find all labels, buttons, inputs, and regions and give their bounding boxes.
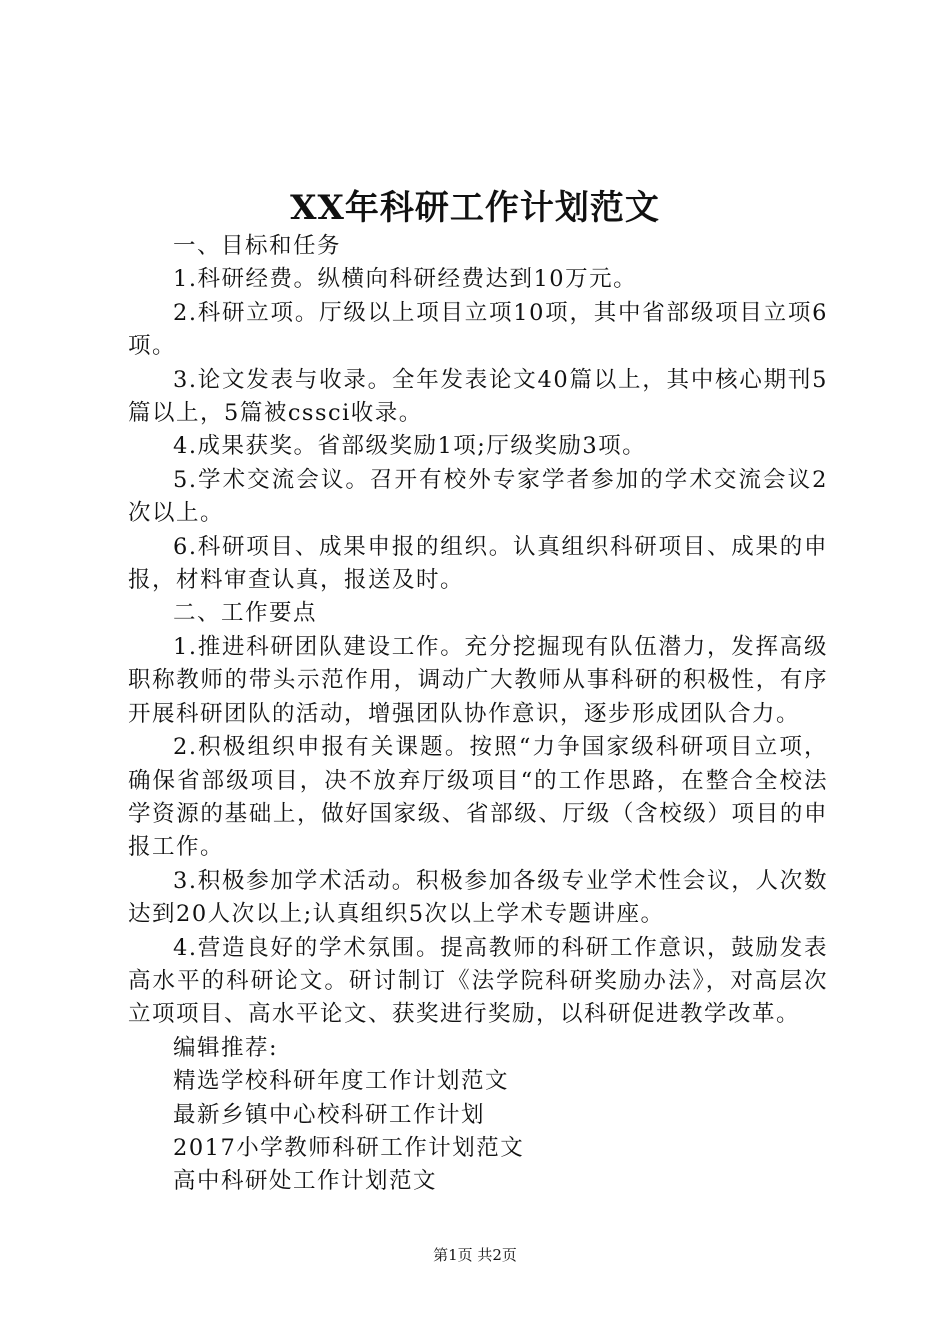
key-point-paragraph-1: 1.推进科研团队建设工作。充分挖掘现有队伍潜力，发挥高级职称教师的带头示范作用，调动广大教师从事科研的积极性，有序开展科研团队的活动，增强团队协作意识，逐步形成团队合力。: [128, 633, 828, 727]
goal-paragraph-4: 4.成果获奖。省部级奖励1项;厅级奖励3项。: [173, 433, 647, 460]
recommendation-link[interactable]: 高中科研处工作计划范文: [173, 1168, 438, 1195]
goal-paragraph-2: 2.科研立项。厅级以上项目立项10项，其中省部级项目立项6项。: [128, 299, 828, 360]
goal-paragraph-5: 5.学术交流会议。召开有校外专家学者参加的学术交流会议2次以上。: [128, 466, 828, 527]
section-heading-key-points: 二、工作要点: [173, 600, 318, 627]
key-point-paragraph-3: 3.积极参加学术活动。积极参加各级专业学术性会议，人次数达到20人次以上;认真组织5次以上学术专题讲座。: [128, 867, 828, 928]
document-body: [128, 230, 828, 1199]
document-title: XX年科研工作计划范文: [290, 188, 660, 228]
goal-paragraph-6: 6.科研项目、成果申报的组织。认真组织科研项目、成果的申报，材料审查认真，报送及时。: [128, 533, 828, 594]
recommendation-link[interactable]: 最新乡镇中心校科研工作计划: [173, 1101, 486, 1128]
section-heading-goals: 一、目标和任务: [173, 233, 342, 259]
goal-paragraph-1: 1.科研经费。纵横向科研经费达到10万元。: [173, 266, 638, 293]
recommendation-link[interactable]: 2017小学教师科研工作计划范文: [173, 1134, 525, 1161]
key-point-paragraph-4: 4.营造良好的学术氛围。提高教师的科研工作意识，鼓励发表高水平的科研论文。研讨制订《法学院科研奖励办法》，对高层次立项项目、高水平论文、获奖进行奖励，以科研促进教学改革。: [128, 934, 828, 1028]
recommend-label: 编辑推荐:: [173, 1034, 279, 1061]
page-number-footer: 第1页 共2页: [433, 1246, 517, 1264]
goal-paragraph-3: 3.论文发表与收录。全年发表论文40篇以上，其中核心期刊5篇以上，5篇被cssci收录。: [128, 366, 828, 427]
recommendation-link[interactable]: 精选学校科研年度工作计划范文: [173, 1068, 510, 1095]
key-point-paragraph-2: 2.积极组织申报有关课题。按照“力争国家级科研项目立项，确保省部级项目，决不放弃厅级项目“的工作思路，在整合全校法学资源的基础上，做好国家级、省部级、厅级（含校级）项目的申报工作。: [128, 734, 828, 861]
